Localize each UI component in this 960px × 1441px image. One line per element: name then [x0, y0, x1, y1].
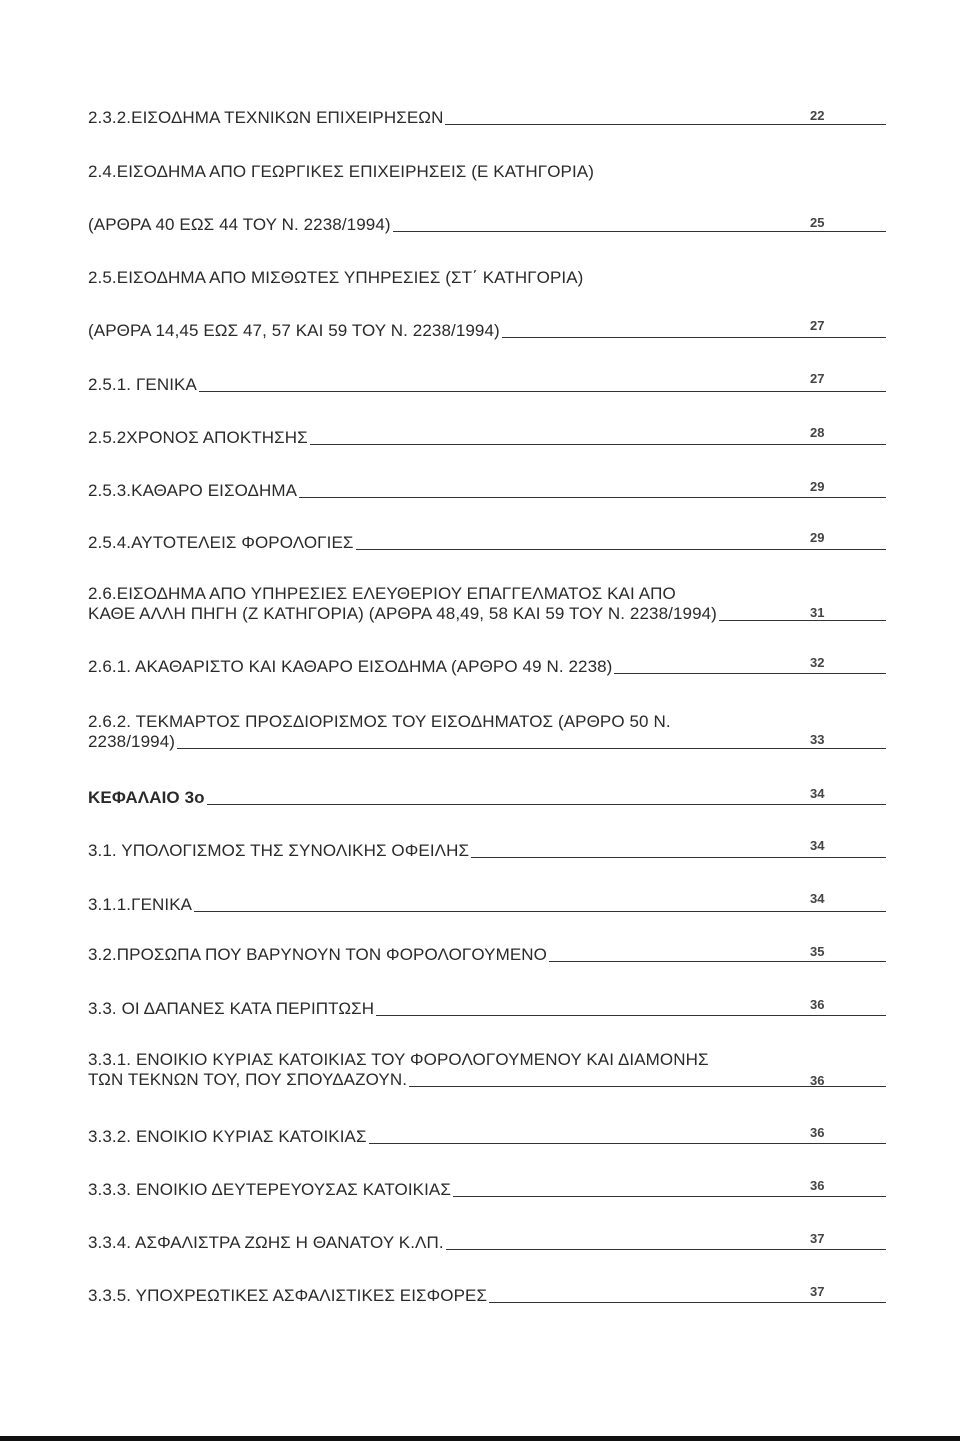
toc-entry-title: 2.5.3.ΚΑΘΑΡΟ ΕΙΣΟΔΗΜΑ — [88, 481, 298, 500]
toc-entry-title: 3.3.1. ΕΝΟΙΚΙΟ ΚΥΡΙΑΣ ΚΑΤΟΙΚΙΑΣ ΤΟΥ ΦΟΡΟΛΟΓΟΥΜΕΝΟΥ ΚΑΙ ΔΙΑΜΟΝΗΣ — [88, 1050, 709, 1069]
toc-leader — [199, 391, 886, 392]
toc-leader — [446, 1249, 886, 1250]
toc-page-number: 31 — [810, 605, 825, 620]
toc-leader — [194, 911, 886, 912]
toc-entry-title-cont: 2238/1994) — [88, 732, 176, 751]
toc-entry-title-cont: ΚΑΘΕ ΑΛΛΗ ΠΗΓΗ (Ζ ΚΑΤΗΓΟΡΙΑ) (ΑΡΘΡΑ 48,49, 58 ΚΑΙ 59 ΤΟΥ Ν. 2238/1994) — [88, 604, 717, 623]
toc-entry-title: 3.3.5. ΥΠΟΧΡΕΩΤΙΚΕΣ ΑΣΦΑΛΙΣΤΙΚΕΣ ΕΙΣΦΟΡΕΣ — [88, 1286, 488, 1305]
toc-entry — [88, 1050, 888, 1090]
toc-entry — [88, 481, 888, 501]
toc-leader — [207, 804, 886, 805]
toc-page-number: 37 — [810, 1284, 825, 1299]
toc-page-number: 36 — [810, 997, 825, 1012]
toc-entry — [88, 1233, 888, 1253]
toc-leader — [299, 497, 886, 498]
toc-entry-title: 3.3.4. ΑΣΦΑΛΙΣΤΡΑ ΖΩΗΣ Η ΘΑΝΑΤΟΥ Κ.ΛΠ. — [88, 1233, 444, 1252]
toc-entry — [88, 375, 888, 395]
toc-entry — [88, 268, 888, 288]
toc-entry-title: 3.1. ΥΠΟΛΟΓΙΣΜΟΣ ΤΗΣ ΣΥΝΟΛΙΚΗΣ ΟΦΕΙΛΗΣ — [88, 841, 470, 860]
toc-leader — [719, 620, 886, 621]
toc-leader — [549, 961, 886, 962]
toc-page-number: 36 — [810, 1125, 825, 1140]
toc-leader — [502, 337, 886, 338]
toc-page-number: 27 — [810, 371, 825, 386]
toc-page-number: 27 — [810, 318, 825, 333]
toc-leader — [445, 124, 886, 125]
toc-entry — [88, 841, 888, 861]
toc-entry-title: 2.5.2ΧΡΟΝΟΣ ΑΠΟΚΤΗΣΗΣ — [88, 428, 308, 447]
toc-entry-title: 3.3.3. ΕΝΟΙΚΙΟ ΔΕΥΤΕΡΕΥΟΥΣΑΣ ΚΑΤΟΙΚΙΑΣ — [88, 1180, 451, 1199]
toc-entry-title: 2.6.1. ΑΚΑΘΑΡΙΣΤΟ ΚΑΙ ΚΑΘΑΡΟ ΕΙΣΟΔΗΜΑ (ΑΡΘΡΟ 49 Ν. 2238) — [88, 657, 613, 676]
toc-entry-title: 2.5.4.ΑΥΤΟΤΕΛΕΙΣ ΦΟΡΟΛΟΓΙΕΣ — [88, 533, 354, 552]
toc-page-number: 33 — [810, 732, 825, 747]
toc-entry — [88, 1127, 888, 1147]
toc-page-number: 34 — [810, 786, 825, 801]
toc-entry — [88, 533, 888, 553]
toc-page-number: 29 — [810, 530, 825, 545]
toc-entry — [88, 1180, 888, 1200]
chapter-heading — [88, 788, 888, 808]
toc-page-number: 32 — [810, 655, 825, 670]
toc-page-number: 36 — [810, 1178, 825, 1193]
toc-page-number: 29 — [810, 479, 825, 494]
toc-leader — [310, 444, 886, 445]
toc-entry-title: 3.3.2. ΕΝΟΙΚΙΟ ΚΥΡΙΑΣ ΚΑΤΟΙΚΙΑΣ — [88, 1127, 367, 1146]
toc-leader — [453, 1196, 886, 1197]
toc-leader — [356, 549, 886, 550]
toc-entry — [88, 108, 888, 128]
toc-page-number: 34 — [810, 838, 825, 853]
toc-entry-title: 2.6.2. ΤΕΚΜΑΡΤΟΣ ΠΡΟΣΔΙΟΡΙΣΜΟΣ ΤΟΥ ΕΙΣΟΔΗΜΑΤΟΣ (ΑΡΘΡΟ 50 Ν. — [88, 712, 671, 731]
toc-entry-title: 2.4.ΕΙΣΟΔΗΜΑ ΑΠΟ ΓΕΩΡΓΙΚΕΣ ΕΠΙΧΕΙΡΗΣΕΙΣ (Ε ΚΑΤΗΓΟΡΙΑ) — [88, 162, 594, 181]
toc-entry-title: 3.1.1.ΓΕΝΙΚΑ — [88, 895, 193, 914]
toc-entry-title: 2.5.1. ΓΕΝΙΚΑ — [88, 375, 197, 394]
toc-entry — [88, 321, 888, 341]
toc-entry — [88, 162, 888, 182]
toc-leader — [393, 231, 886, 232]
page-bottom-edge — [0, 1436, 960, 1441]
toc-entry — [88, 999, 888, 1019]
toc-entry-title: 3.3. ΟΙ ΔΑΠΑΝΕΣ ΚΑΤΑ ΠΕΡΙΠΤΩΣΗ — [88, 999, 375, 1018]
toc-page-number: 22 — [810, 108, 825, 123]
toc-page-number: 35 — [810, 944, 825, 959]
toc-leader — [489, 1302, 886, 1303]
toc-leader — [376, 1015, 886, 1016]
toc-leader — [369, 1143, 886, 1144]
toc-entry-title: 2.6.ΕΙΣΟΔΗΜΑ ΑΠΟ ΥΠΗΡΕΣΙΕΣ ΕΛΕΥΘΕΡΙΟΥ ΕΠΑΓΓΕΛΜΑΤΟΣ ΚΑΙ ΑΠΟ — [88, 584, 676, 603]
toc-entry-title: 2.5.ΕΙΣΟΔΗΜΑ ΑΠΟ ΜΙΣΘΩΤΕΣ ΥΠΗΡΕΣΙΕΣ (ΣΤ΄ ΚΑΤΗΓΟΡΙΑ) — [88, 268, 584, 287]
toc-entry — [88, 712, 888, 752]
toc-leader — [471, 857, 886, 858]
toc-entry — [88, 657, 888, 677]
toc-entry-title: 3.2.ΠΡΟΣΩΠΑ ΠΟΥ ΒΑΡΥΝΟΥΝ ΤΟΝ ΦΟΡΟΛΟΓΟΥΜΕΝΟ — [88, 945, 547, 964]
toc-leader — [614, 673, 886, 674]
toc-page-number: 34 — [810, 891, 825, 906]
toc-page-number: 25 — [810, 215, 825, 230]
toc-entry-title: 2.3.2.ΕΙΣΟΔΗΜΑ ΤΕΧΝΙΚΩΝ ΕΠΙΧΕΙΡΗΣΕΩΝ — [88, 108, 444, 127]
toc-entry-title: (ΑΡΘΡΑ 40 ΕΩΣ 44 ΤΟΥ Ν. 2238/1994) — [88, 215, 391, 234]
toc-entry — [88, 895, 888, 915]
toc-page-number: 36 — [810, 1073, 825, 1088]
toc-entry — [88, 945, 888, 965]
toc-entry — [88, 1286, 888, 1306]
toc-leader — [177, 748, 886, 749]
toc-entry-title: (ΑΡΘΡΑ 14,45 ΕΩΣ 47, 57 ΚΑΙ 59 ΤΟΥ Ν. 2238/1994) — [88, 321, 500, 340]
toc-entry — [88, 428, 888, 448]
toc-entry — [88, 584, 888, 624]
toc-page-number: 28 — [810, 425, 825, 440]
toc-page-number: 37 — [810, 1231, 825, 1246]
toc-entry — [88, 215, 888, 235]
toc-entry-title: ΚΕΦΑΛΑΙΟ 3ο — [88, 788, 205, 807]
toc-entry-title-cont: ΤΩΝ ΤΕΚΝΩΝ ΤΟΥ, ΠΟΥ ΣΠΟΥΔΑΖΟΥΝ. — [88, 1070, 408, 1089]
